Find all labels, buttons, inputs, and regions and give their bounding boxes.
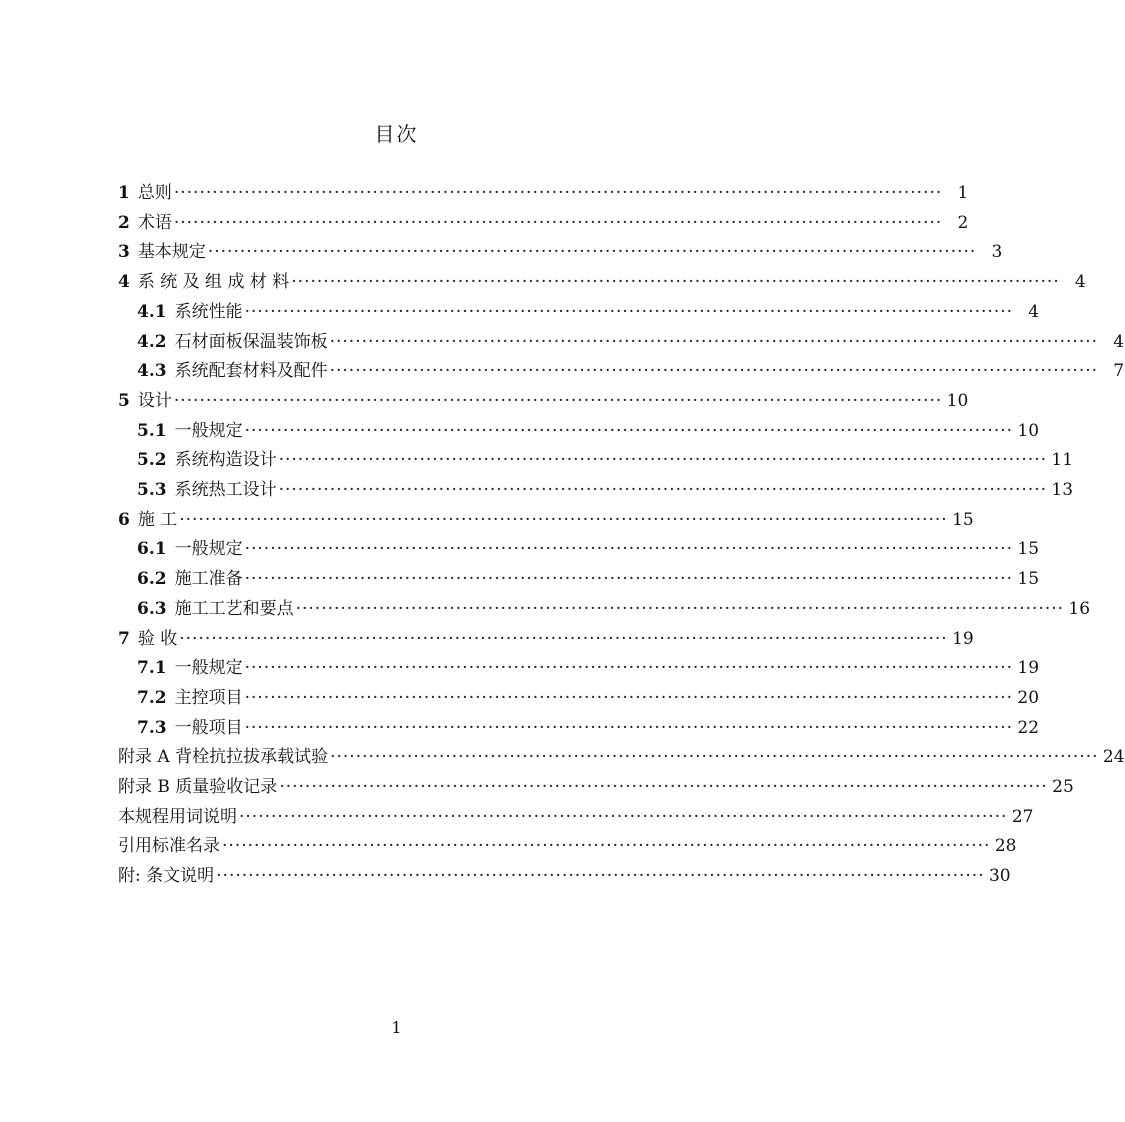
toc-entry-number: 6.3 [137,598,167,619]
toc-leader-dots: ························································································································ [222,836,991,857]
toc-leader-dots: ························································································································ [295,598,1065,619]
toc-entry-page: 2 [957,212,969,233]
toc-entry-page: 16 [1068,598,1091,619]
toc-entry-label: 设计 [137,390,172,411]
toc-entry-number: 4.3 [137,361,167,382]
toc-leader-dots: ························································································································ [244,687,1014,708]
toc-entry-label: 引用标准名录 [118,836,220,857]
toc-leader-dots: ························································································································ [244,658,1014,679]
toc-leader-dots: ························································································································ [239,806,1008,827]
toc-entry-number: 5.2 [137,450,167,471]
toc-entry-page: 24 [1102,747,1125,768]
toc-entry-label: 系统配套材料及配件 [174,361,328,382]
toc-entry-page: 19 [1017,658,1040,679]
toc-entry-label: 一般规定 [174,658,243,679]
toc-entry-page: 15 [1017,569,1040,590]
toc-entry[interactable] [137,327,1125,353]
toc-leader-dots: ························································································································ [244,420,1014,441]
toc-entry-page: 20 [1017,687,1040,708]
toc-entry-page: 27 [1011,806,1034,827]
toc-entry-number: 4 [118,272,130,293]
toc-entry[interactable] [118,386,969,412]
toc-entry-page: 4 [1113,331,1125,352]
toc-entry-label: 一般规定 [174,420,243,441]
toc-leader-dots: ························································································································ [329,361,1099,382]
toc-entry-page: 10 [946,390,969,411]
toc-entry-label: 附录 B 质量验收记录 [118,777,278,797]
toc-entry[interactable] [137,534,1040,560]
toc-entry-number: 1 [118,183,130,203]
toc-entry-label: 施工准备 [174,569,243,590]
toc-entry-page: 7 [1113,361,1125,382]
toc-entry-number: 5 [118,390,130,411]
toc-entry-label: 主控项目 [174,687,243,708]
toc-entry-label: 系统构造设计 [174,450,277,471]
toc-entry-label: 系统热工设计 [174,480,277,500]
toc-entry[interactable] [137,445,1074,471]
toc-entry-label: 系统性能 [174,301,243,322]
toc-leader-dots: ························································································································ [179,628,948,649]
toc-leader-dots: ························································································································ [244,539,1014,560]
toc-entry-page: 19 [952,628,974,649]
toc-leader-dots: ························································································································ [278,450,1048,471]
toc-entry-number: 7 [118,628,130,649]
toc-entry-label: 本规程用词说明 [118,806,237,827]
toc-entry-label: 一般规定 [174,539,243,560]
toc-entry-page: 28 [994,836,1017,857]
toc-entry-page: 15 [952,509,974,530]
toc-entry-label: 附: 条文说明 [118,866,215,887]
toc-entry[interactable] [137,416,1040,442]
toc-entry[interactable] [137,713,1040,739]
toc-entry-label: 施 工 [137,509,178,530]
toc-leader-dots: ························································································································ [216,866,985,887]
toc-leader-dots: ························································································································ [173,390,943,411]
toc-entry-page: 13 [1051,480,1074,500]
toc-entry-number: 7.2 [137,687,167,708]
toc-entry-label: 一般项目 [174,717,243,738]
toc-leader-dots: ························································································································ [173,183,943,203]
toc-entry[interactable] [118,178,969,204]
toc-entry[interactable] [137,594,1091,620]
toc-entry-page: 4 [1074,272,1086,293]
toc-entry-page: 10 [1017,420,1040,441]
toc-leader-dots: ························································································································ [278,480,1048,500]
toc-entry[interactable] [137,653,1040,679]
toc-entry[interactable] [118,505,974,531]
toc-leader-dots: ························································································································ [173,212,943,233]
toc-entry[interactable] [118,802,1034,828]
toc-entry[interactable] [118,624,974,650]
toc-entry-label: 术语 [137,212,172,233]
toc-entry[interactable] [137,297,1040,323]
toc-entry[interactable] [118,208,969,234]
toc-entry[interactable] [137,564,1040,590]
toc-leader-dots: ························································································································ [244,717,1014,738]
toc-entry-number: 4.2 [137,331,167,352]
toc-entry-page: 22 [1017,717,1040,738]
toc-entry-number: 7.1 [137,658,167,679]
toc-entry-number: 5.3 [137,480,167,500]
toc-entry-page: 1 [957,183,969,203]
toc-entry-page: 3 [991,242,1003,263]
toc-leader-dots: ························································································································ [207,242,977,263]
toc-leader-dots: ························································································································ [291,272,1060,293]
toc-entry-number: 4.1 [137,301,167,322]
toc-entry-page: 25 [1052,777,1074,797]
page-number: 1 [391,1018,402,1037]
toc-leader-dots: ························································································································ [179,509,948,530]
toc-entry-number: 7.3 [137,717,167,738]
toc-entry-number: 6.1 [137,539,167,560]
toc-entry[interactable] [118,267,1086,293]
toc-entry[interactable] [118,861,1011,887]
toc-entry-page: 11 [1051,450,1074,471]
toc-entry[interactable] [118,237,1003,263]
toc-entry-page: 4 [1028,301,1040,322]
toc-entry-page: 30 [988,866,1011,887]
toc-entry-label: 验 收 [137,628,178,649]
toc-entry-label: 施工工艺和要点 [174,598,294,619]
toc-entry[interactable] [137,356,1125,382]
toc-entry-label: 基本规定 [137,242,206,263]
page-title: 目次 [374,122,419,146]
toc-leader-dots: ························································································································ [279,777,1048,797]
toc-entry-label: 系 统 及 组 成 材 料 [137,272,290,293]
toc-leader-dots: ························································································································ [244,569,1014,590]
toc-leader-dots: ························································································································ [329,331,1099,352]
toc-entry[interactable] [118,742,1125,768]
toc-entry-page: 15 [1017,539,1040,560]
toc-entry-number: 6 [118,509,130,530]
toc-entry[interactable] [137,475,1074,501]
toc-leader-dots: ························································································································ [330,747,1099,768]
toc-entry-label: 附录 A 背栓抗拉拔承载试验 [118,747,329,768]
toc-entry-number: 3 [118,242,130,263]
toc-entry[interactable] [137,683,1040,709]
toc-entry-number: 5.1 [137,420,167,441]
toc-entry-label: 石材面板保温装饰板 [174,331,328,352]
toc-entry[interactable] [118,772,1074,798]
toc-leader-dots: ························································································································ [244,301,1014,322]
toc-entry-number: 6.2 [137,569,167,590]
toc-entry-label: 总则 [137,183,172,203]
toc-entry-number: 2 [118,212,130,233]
toc-entry[interactable] [118,831,1017,857]
